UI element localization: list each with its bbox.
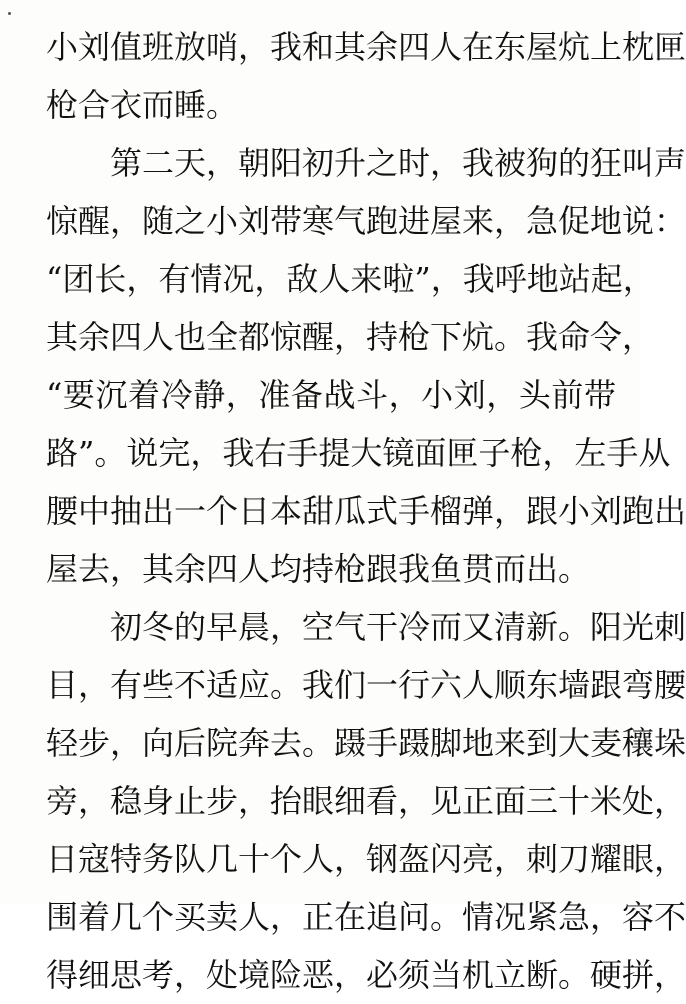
text-line-14: 旁，稳身止步，抬眼细看，见正面三十米处， [46,782,686,820]
text-line-13: 轻步，向后院奔去。蹑手蹑脚地来到大麦穰垛 [46,724,686,762]
text-line-2: 枪合衣而睡。 [46,86,239,124]
text-line-7: “要沉着冷静，准备战斗，小刘，头前带 [46,376,616,414]
text-line-10: 屋去，其余四人均持枪跟我鱼贯而出。 [46,550,591,588]
text-line-11: 初冬的早晨，空气干冷而又清新。阳光刺 [110,608,686,646]
scan-speck [8,12,11,15]
text-line-9: 腰中抽出一个日本甜瓜式手榴弹，跟小刘跑出 [46,492,686,530]
body-text [46,18,686,1004]
text-line-3: 第二天，朝阳初升之时，我被狗的狂叫声 [110,144,686,182]
text-line-4: 惊醒，随之小刘带寒气跑进屋来，急促地说： [46,202,686,240]
text-line-5: “团长，有情况，敌人来啦”，我呼地站起， [46,260,655,298]
text-line-8: 路”。说完，我右手提大镜面匣子枪，左手从 [46,434,671,472]
text-line-15: 日寇特务队几十个人，钢盔闪亮，刺刀耀眼， [46,840,686,878]
text-line-1: 小刘值班放哨，我和其余四人在东屋炕上枕匣 [46,28,686,66]
text-line-17: 得细思考，处境险恶，必须当机立断。硬拼， [46,956,686,994]
text-line-12: 目，有些不适应。我们一行六人顺东墙跟弯腰 [46,666,686,704]
text-line-6: 其余四人也全都惊醒，持枪下炕。我命令， [46,318,655,356]
text-line-16: 围着几个买卖人，正在追问。情况紧急，容不 [46,898,686,936]
